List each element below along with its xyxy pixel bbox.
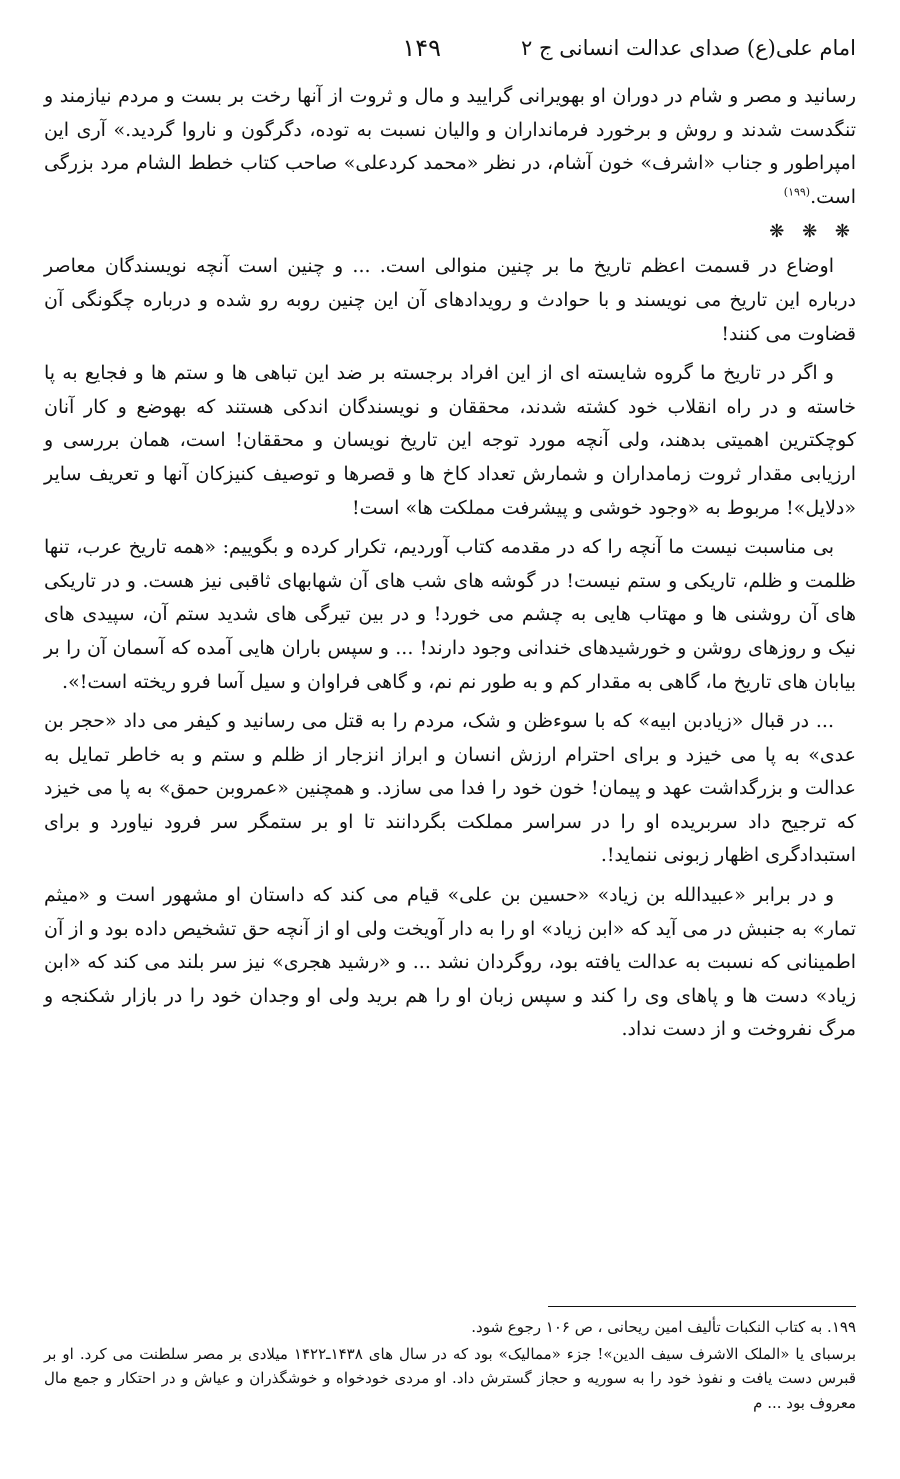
paragraph-4: بی مناسبت نیست ما آنچه را که در مقدمه کتاب آوردیم، تکرار کرده و بگوییم: «همه تاریخ عرب، تنها ظلمت و ظلم، تاریکی و ستم نیست! در گوشه های شب های آن شهابهای ثاقبی نیز هست. و در تاریکی های آن روشنی ها و مهتاب هایی به چشم می خورد! و در بین تیرگی های شدید ستم آن، سپیدی های نیک و روزهای روشن و خورشیدهای خندانی وجود دارند! ... و سپس باران هایی آمده که آسمان آن را بر بیابان های تاریخ ما، گاهی به مقدار کم و به طور نم نم، و گاهی فراوان و سیل آسا فرو ریخته است!». — [44, 536, 856, 693]
page-header — [44, 28, 856, 68]
paragraph-1 — [44, 80, 856, 214]
main-text — [44, 80, 856, 1047]
footnote-reference-199: (۱۹۹) — [783, 185, 811, 199]
running-title: امام علی(ع) صدای عدالت انسانی ج ۲ — [521, 36, 856, 60]
footnote-199: ۱۹۹. به کتاب النکبات تألیف امین ریحانی ، ص ۱۰۶ رجوع شود. — [471, 1318, 856, 1336]
paragraph-3: و اگر در تاریخ ما گروه شایسته ای از این افراد برجسته بر ضد این تباهی ها و ستم ها و فجایع به پا خاسته و در راه انقلاب خود کشته شدند، محققان و نویسندگان اندکی هستند که بهوضع و کار آنان کوچکترین اهمیتی بدهند، ولی آنچه مورد توجه این تاریخ نویسان و محققان! است، همان بررسی و ارزیابی مقدار ثروت زمامداران و شمارش تعداد کاخ ها و قصرها و توصیف کنیزکان آنها و تعریف سایر «دلایل»! مربوط به «وجود خوشی و پیشرفت مملکت ها» است! — [44, 362, 856, 519]
paragraph-2: اوضاع در قسمت اعظم تاریخ ما بر چنین منوالی است. ... و چنین است آنچه نویسندگان معاصر درباره این تاریخ می نویسند و با حوادث و رویدادهای آن این چنین روبه رو شده و درباره چگونگی آن قضاوت می کنند! — [44, 255, 856, 345]
section-separator: ❋ ❋ ❋ — [769, 221, 856, 243]
translator-note: برسبای یا «الملک الاشرف سیف الدین»! جزء «ممالیک» بود که در سال های ۱۴۳۸ـ۱۴۲۲ میلادی بر مصر سلطنت می کرد. او بر قبرس دست یافت و نفوذ خود را به سوریه و حجاز گسترش داد. او مردی خودخواه و خوشگذران و عیاش و در احتکار و جمع مال معروف بود ... م — [44, 1344, 856, 1412]
footnotes — [44, 1315, 856, 1415]
paragraph-5: ... در قبال «زیادبن ابیه» که با سوءظن و شک، مردم را به قتل می رسانید و کیفر می داد «حجر بن عدی» به پا می خیزد و برای احترام ارزش انسان و ابراز انزجار از ظلم و ستم و به خاطر تمایل به عدالت و بزرگداشت عهد و پیمان! خون خود را فدا می سازد. و همچنین «عمروبن حمق» به پا می خیزد که ترجیح داد سربریده او را در سراسر مملکت بگردانند تا او بر ستمگر سر فرود نیاورد و برای استبدادگری اظهار زبونی ننماید!. — [44, 710, 856, 867]
paragraph-1-text: رسانید و مصر و شام در دوران او بهویرانی گرایید و مال و ثروت از آنها رخت بر بست و مردم نیازمند و تنگدست شدند و روش و برخورد فرمانداران و والیان نسبت به توده، دگرگون و ناروا گردید.» آری این امپراطور و جناب «اشرف» خون آشام، در نظر «محمد کردعلی» صاحب کتاب خطط الشام مرد بزرگی است. — [44, 85, 856, 208]
footnote-divider — [548, 1306, 856, 1307]
paragraph-6: و در برابر «عبیدالله بن زیاد» «حسین بن علی» قیام می کند که داستان او مشهور است و «میثم تمار» به جنبش در می آید که «ابن زیاد» او را به دار آویخت ولی او از آنچه حق تشخیص داده بود و از آن اطمینانی که نسبت به عدالت یافته بود، روگردان نشد ... و «رشید هجری» نیز سر بلند می کند که «ابن زیاد» دست ها و پاهای وی را کند و سپس زبان او را هم برید ولی او وجدان خود را در بازار شکنجه و مرگ نفروخت و از دست نداد. — [44, 884, 856, 1041]
page-number: ۱۴۹ — [402, 34, 442, 62]
